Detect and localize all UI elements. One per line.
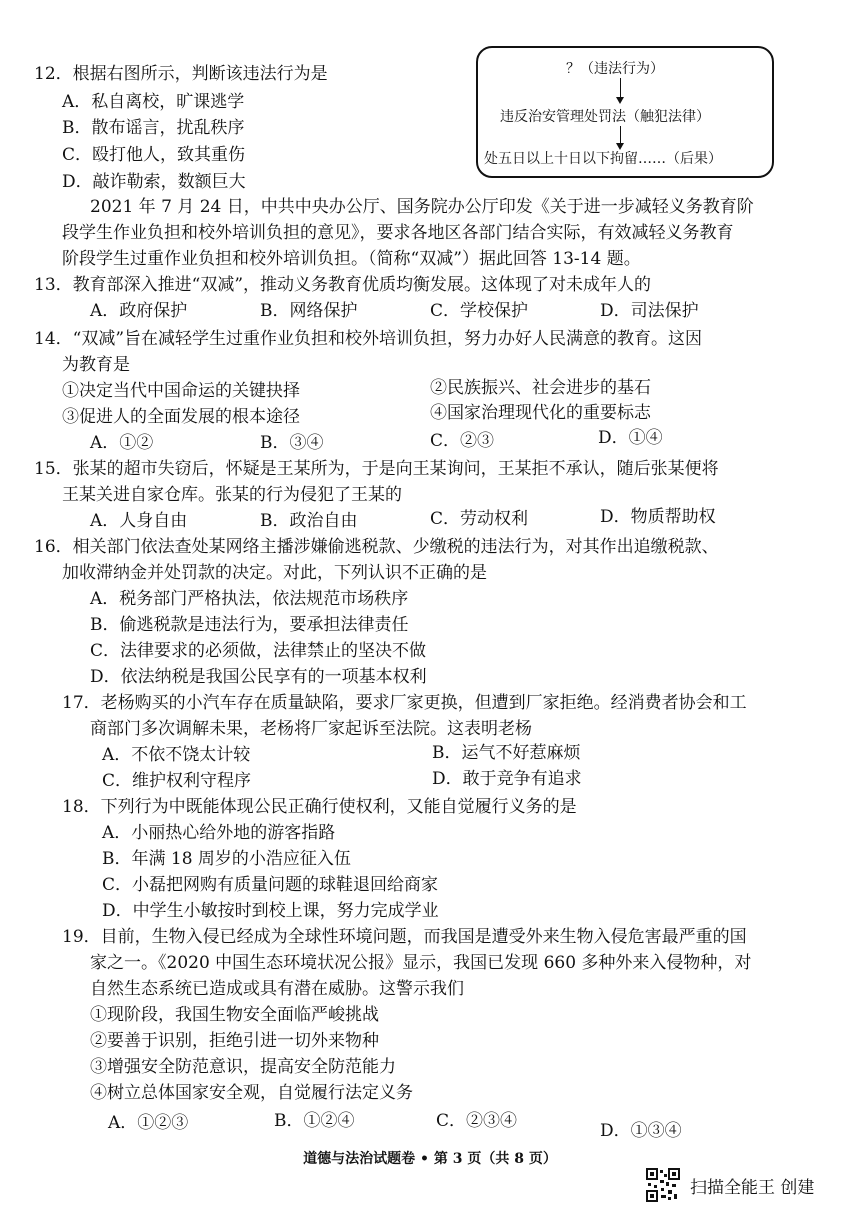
diagram-top: ？（违法行为）	[566, 61, 664, 77]
q14-option-a: A．①②	[90, 433, 154, 453]
q16-option-b: B．偷逃税款是违法行为，要承担法律责任	[90, 615, 409, 635]
q15-option-c: C．劳动权利	[430, 509, 529, 529]
q14-item-1: ①决定当代中国命运的关键抉择	[62, 381, 300, 401]
q12-option-c: C．殴打他人，致其重伤	[62, 145, 246, 165]
q14-option-b: B．③④	[260, 433, 324, 453]
q16-option-a: A．税务部门严格执法，依法规范市场秩序	[90, 589, 409, 609]
q19-stem-line-1: 19．目前，生物入侵已经成为全球性环境问题，而我国是遭受外来生物入侵危害最严重的国	[62, 927, 747, 947]
q17-option-b: B．运气不好惹麻烦	[432, 743, 581, 763]
q15-option-a: A．人身自由	[90, 511, 188, 531]
q16-stem-line-1: 16．相关部门依法查处某网络主播涉嫌偷逃税款、少缴税的违法行为，对其作出追缴税款、	[34, 537, 719, 557]
q18-option-a: A．小丽热心给外地的游客指路	[102, 823, 336, 843]
q12-stem: 12．根据右图所示，判断该违法行为是	[34, 64, 328, 84]
qr-code-icon	[646, 1168, 680, 1202]
q13-option-b: B．网络保护	[260, 301, 358, 321]
q14-option-c: C．②③	[430, 431, 495, 451]
q19-option-c: C．②③④	[436, 1111, 518, 1131]
q19-item-3: ③增强安全防范意识，提高安全防范能力	[90, 1057, 396, 1077]
page-footer: 道德与法治试题卷 • 第 3 页（共 8 页）	[303, 1151, 557, 1167]
scanner-watermark: 扫描全能王 创建	[690, 1178, 815, 1198]
diagram-bottom: 处五日以上十日以下拘留……（后果）	[484, 151, 722, 167]
q15-option-d: D．物质帮助权	[600, 507, 716, 527]
q15-option-b: B．政治自由	[260, 511, 358, 531]
intro-line-1: 2021 年 7 月 24 日，中共中央办公厅、国务院办公厅印发《关于进一步减轻义务教育阶	[90, 197, 754, 217]
q12-option-b: B．散布谣言，扰乱秩序	[62, 118, 245, 138]
intro-line-3: 阶段学生过重作业负担和校外培训负担。（简称“双减”）据此回答 13-14 题。	[62, 249, 641, 269]
q14-item-3: ③促进人的全面发展的根本途径	[62, 407, 300, 427]
q13-option-c: C．学校保护	[430, 301, 529, 321]
q13-option-a: A．政府保护	[90, 301, 188, 321]
diagram-middle: 违反治安管理处罚法（触犯法律）	[500, 109, 710, 125]
intro-line-2: 段学生作业负担和校外培训负担的意见》，要求各地区各部门结合实际，有效减轻义务教育	[62, 223, 734, 243]
q16-option-d: D．依法纳税是我国公民享有的一项基本权利	[90, 667, 427, 687]
q17-stem-line-1: 17．老杨购买的小汽车存在质量缺陷，要求厂家更换，但遭到厂家拒绝。经消费者协会和工	[62, 693, 747, 713]
q12-diagram	[476, 46, 774, 178]
q14-option-d: D．①④	[598, 428, 663, 448]
q18-option-c: C．小磊把网购有质量问题的球鞋退回给商家	[102, 875, 439, 895]
q15-stem-line-2: 王某关进自家仓库。张某的行为侵犯了王某的	[62, 485, 402, 505]
q19-item-1: ①现阶段，我国生物安全面临严峻挑战	[90, 1005, 379, 1025]
q15-stem-line-1: 15．张某的超市失窃后，怀疑是王某所为，于是向王某询问，王某拒不承认，随后张某便将	[34, 459, 719, 479]
q19-stem-line-3: 自然生态系统已造成或具有潜在威胁。这警示我们	[90, 979, 464, 999]
q17-option-d: D．敢于竞争有追求	[432, 769, 582, 789]
q18-option-b: B．年满 18 周岁的小浩应征入伍	[102, 849, 351, 869]
q19-option-a: A．①②③	[108, 1113, 189, 1133]
q19-option-b: B．①②④	[274, 1111, 355, 1131]
q17-option-c: C．维护权利守程序	[102, 771, 252, 791]
q18-option-d: D．中学生小敏按时到校上课，努力完成学业	[102, 901, 439, 921]
q17-stem-line-2: 商部门多次调解未果，老杨将厂家起诉至法院。这表明老杨	[90, 719, 532, 739]
q19-item-2: ②要善于识别，拒绝引进一切外来物种	[90, 1031, 379, 1051]
down-arrow-icon	[620, 78, 621, 102]
q14-item-2: ②民族振兴、社会进步的基石	[430, 378, 651, 398]
q14-stem-line-1: 14．“双减”旨在减轻学生过重作业负担和校外培训负担，努力办好人民满意的教育。这因	[34, 329, 703, 349]
q16-stem-line-2: 加收滞纳金并处罚款的决定。对此，下列认识不正确的是	[62, 563, 487, 583]
q17-option-a: A．不依不饶太计较	[102, 745, 251, 765]
q14-item-4: ④国家治理现代化的重要标志	[430, 403, 651, 423]
down-arrow-icon	[620, 126, 621, 148]
q19-stem-line-2: 家之一。《2020 中国生态环境状况公报》显示，我国已发现 660 多种外来入侵物种，对	[90, 953, 752, 973]
q16-option-c: C．法律要求的必须做，法律禁止的坚决不做	[90, 641, 427, 661]
q19-option-d: D．①③④	[600, 1121, 682, 1141]
q14-stem-line-2: 为教育是	[62, 355, 130, 375]
q13-option-d: D．司法保护	[600, 301, 699, 321]
q13-stem: 13．教育部深入推进“双减”，推动义务教育优质均衡发展。这体现了对未成年人的	[34, 275, 652, 295]
q12-option-d: D．敲诈勒索，数额巨大	[62, 172, 246, 192]
q18-stem: 18．下列行为中既能体现公民正确行使权利，又能自觉履行义务的是	[62, 797, 577, 817]
q19-item-4: ④树立总体国家安全观，自觉履行法定义务	[90, 1083, 413, 1103]
q12-option-a: A．私自离校，旷课逃学	[62, 92, 245, 112]
